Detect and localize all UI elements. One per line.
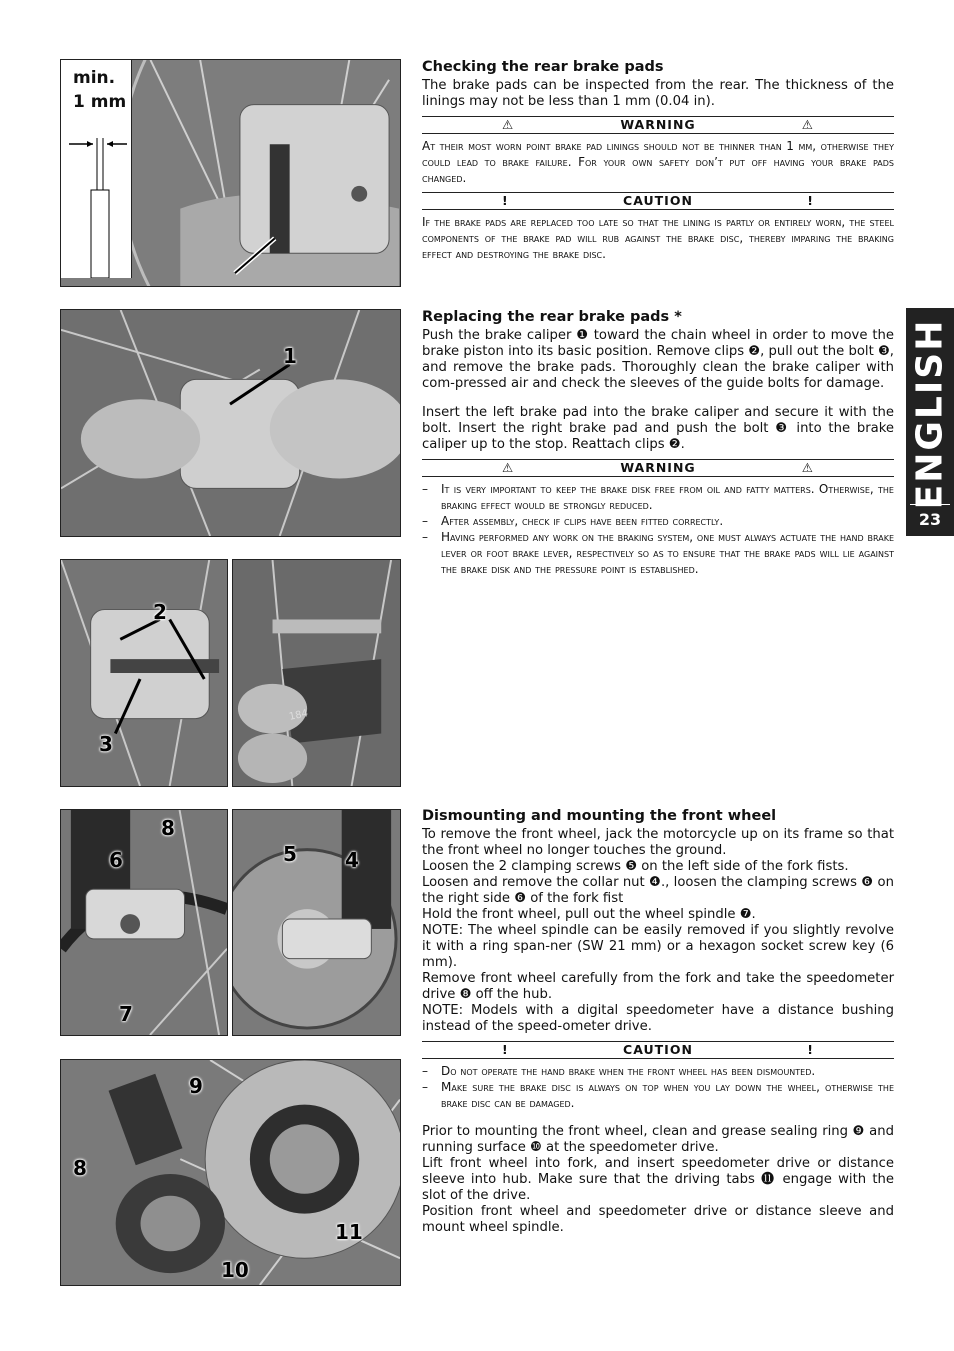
caution-label: CAUTION — [623, 1042, 693, 1057]
warning-icon: ⚠ — [801, 460, 814, 475]
hands-caliper-illustration — [61, 310, 400, 536]
brake-pad-stamp: 184 — [288, 708, 310, 723]
checking-body: The brake pads can be inspected from the rear. The thickness of the linings may not be less than 1 mm (0.04 in). — [422, 78, 894, 109]
callout-8b: 8 — [73, 1156, 87, 1180]
fork-right-illustration — [61, 810, 227, 1035]
callout-4: 4 — [345, 848, 359, 872]
replacing-warning-list — [422, 481, 894, 577]
heading-checking: Checking the rear brake pads — [422, 59, 664, 75]
front-wheel-line: NOTE: Models with a digital speedometer have a distance bushing instead of the speed-ometer drive. — [422, 1003, 894, 1034]
min-label-line1: min. — [73, 68, 116, 88]
min-thickness-label — [73, 66, 126, 114]
hub-illustration — [61, 1060, 400, 1285]
exclamation-icon: ! — [807, 193, 814, 208]
warning-label: WARNING — [620, 117, 696, 132]
photo-brake-pad — [232, 559, 401, 787]
callout-9: 9 — [189, 1074, 203, 1098]
warning-icon: ⚠ — [502, 117, 515, 132]
list-item: – It is very important to keep the brake disk free from oil and fatty matters. Otherwise, the braking effect would be strongly reduced. — [422, 481, 894, 513]
front-wheel-line: To remove the front wheel, jack the motorcycle up on its frame so that the front wheel no longer touches the ground. — [422, 827, 894, 858]
photo-hub-speedometer-drive — [60, 1059, 401, 1286]
min-label-line2: 1 mm — [73, 92, 127, 112]
callout-2: 2 — [153, 600, 167, 624]
section-replacing — [422, 309, 894, 577]
replacing-para1: Push the brake caliper ❶ toward the chain wheel in order to move the brake piston into its basic position. Remove clips ❷, pull out the bolt ❸, and remove the brake pads. Thoroughly clean the brake caliper with com-pressed air and check the sleeves of the guide bolts for damage. — [422, 328, 894, 391]
clips-bolt-illustration — [61, 560, 227, 786]
callout-7: 7 — [119, 1002, 133, 1026]
language-side-tab — [906, 308, 954, 536]
heading-front-wheel: Dismounting and mounting the front wheel — [422, 808, 777, 824]
photo-fork-right-side — [60, 809, 228, 1036]
warning-label: WARNING — [620, 460, 696, 475]
caution-bar-front-wheel — [422, 1041, 894, 1059]
photo-push-caliper — [60, 309, 401, 537]
list-item: – After assembly, check if clips have been fitted correctly. — [422, 513, 894, 529]
callout-10: 10 — [221, 1258, 249, 1282]
mounting-line: Prior to mounting the front wheel, clean and grease sealing ring ❾ and running surface ❿ at the speedometer drive. — [422, 1124, 894, 1155]
warning-icon: ⚠ — [502, 460, 515, 475]
callout-8: 8 — [161, 816, 175, 840]
warning-bar-replacing — [422, 459, 894, 477]
list-item: – Do not operate the hand brake when the front wheel has been dismounted. — [422, 1063, 894, 1079]
replacing-para2: Insert the left brake pad into the brake caliper and secure it with the bolt. Insert the right brake pad and push the bolt ❸ into the brake caliper up to the stop. Reattach clips ❷. — [422, 405, 894, 452]
checking-warning-text: At their most worn point brake pad linings should not be thinner than 1 mm, otherwise they could lead to brake failure. For your own safety don’t put off having your brake pads changed. — [422, 139, 894, 185]
caution-bar-checking — [422, 192, 894, 210]
thickness-gauge-drawing — [61, 130, 131, 278]
front-wheel-line: Loosen the 2 clamping screws ❺ on the left side of the fork fists. — [422, 859, 849, 874]
heading-replacing: Replacing the rear brake pads * — [422, 309, 682, 325]
brake-pad-illustration — [233, 560, 400, 786]
exclamation-icon: ! — [502, 193, 509, 208]
section-front-wheel — [422, 808, 894, 1236]
mounting-line: Position front wheel and speedometer drive or distance sleeve and mount wheel spindle. — [422, 1204, 894, 1235]
photo-fork-left-side — [232, 809, 401, 1036]
front-wheel-line: Loosen and remove the collar nut ❹., loosen the clamping screws ❻ on the right side ❻ of the fork fist — [422, 875, 894, 906]
photo-clips-bolt — [60, 559, 228, 787]
caution-label: CAUTION — [623, 193, 693, 208]
list-item: – Having performed any work on the braking system, one must always actuate the hand brake lever or foot brake lever, respectively so as to ensure that the brake pads will lie against the brake disk and the pressure point is established. — [422, 529, 894, 577]
list-item: – Make sure the brake disc is always on top when you lay down the wheel, otherwise the brake disc can be damaged. — [422, 1079, 894, 1111]
min-thickness-diagram — [61, 60, 132, 278]
front-wheel-line: NOTE: The wheel spindle can be easily removed if you slightly revolve it with a ring span-ner (SW 21 mm) or a hexagon socket screw key (6 mm). — [422, 923, 894, 970]
callout-3: 3 — [99, 732, 113, 756]
front-wheel-line: Remove front wheel carefully from the fork and take the speedometer drive ❽ off the hub. — [422, 971, 894, 1002]
front-wheel-caution-list — [422, 1063, 894, 1111]
warning-bar-checking — [422, 116, 894, 134]
language-label: ENGLISH — [909, 318, 951, 510]
callout-6: 6 — [109, 848, 123, 872]
section-checking — [422, 59, 894, 262]
mounting-line: Lift front wheel into fork, and insert speedometer drive or distance sleeve into hub. Make sure that the driving tabs ⓫ engage with the slot of the drive. — [422, 1156, 894, 1203]
warning-icon: ⚠ — [801, 117, 814, 132]
exclamation-icon: ! — [502, 1042, 509, 1057]
fork-left-illustration — [233, 810, 400, 1035]
callout-1: 1 — [283, 344, 297, 368]
callout-11: 11 — [335, 1220, 363, 1244]
checking-caution-text: If the brake pads are replaced too late so that the lining is partly or entirely worn, the steel components of the brake pad will rub against the brake disc, thereby imparing the braking effect and destroying the brake disc. — [422, 215, 894, 261]
exclamation-icon: ! — [807, 1042, 814, 1057]
photo-brake-pad-thickness — [60, 59, 401, 287]
page-number: 23 — [918, 510, 942, 529]
callout-5: 5 — [283, 842, 297, 866]
front-wheel-line: Hold the front wheel, pull out the wheel spindle ❼. — [422, 907, 756, 922]
